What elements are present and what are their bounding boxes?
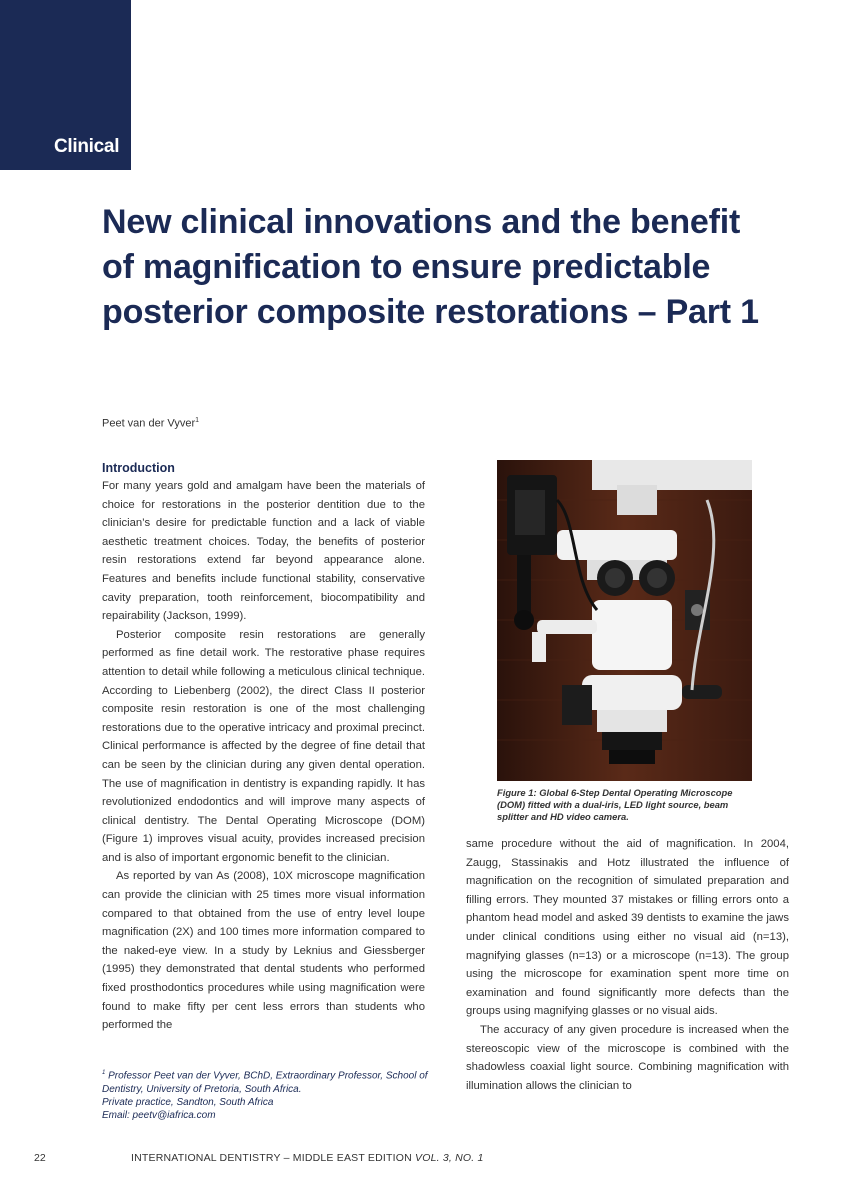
right-column [466,835,789,1095]
figure-caption: Figure 1: Global 6-Step Dental Operating Microscope (DOM) fitted with a dual-iris, LED light source, beam splitter and HD video camera. [497,787,733,823]
intro-heading: Introduction [102,461,175,475]
section-tab [0,0,131,170]
author-footnote [102,1067,432,1122]
microscope-illustration [497,460,752,781]
footnote-affiliation: Professor Peet van der Vyver, BChD, Extraordinary Professor, School of Dentistry, University of Pretoria, South Africa. [102,1070,428,1095]
author-line [102,417,199,430]
paragraph: Posterior composite resin restorations are generally performed as fine detail work. The restorative phase requires attention to detail while following a meticulous clinical technique. According to Liebenberg (2002), the direct Class II posterior composite resin restoration is one of the most challenging restorations due to the operative intricacy and proximal precinct. Clinical performance is affected by the degree of fine detail that can be seen by the clinician during any given dental operation. The use of magnification in dentistry is expanding rapidly. It has revolutionized endodontics and will improve many aspects of clinical dentistry. The Dental Operating Microscope (DOM) (Figure 1) improves visual acuity, provides increased precision and is also of important ergonomic benefit to the clinician. [102,628,425,864]
footnote-marker: 1 [102,1070,106,1076]
article-title: New clinical innovations and the benefit of magnification to ensure predictable posterior composite restorations – Part 1 [102,203,759,331]
journal-footer [131,1152,484,1164]
paragraph: The accuracy of any given procedure is increased when the stereoscopic view of the microscope is combined with the shadowless coaxial light source. Combining magnification with illumination allows the clinician to [466,1023,789,1092]
paragraph: For many years gold and amalgam have been the materials of choice for restorations in the posterior dentition due to the clinician’s desire for predictable function and a lack of viable aesthetic treatment choices. Today, the benefits of posterior resin restorations extend far beyond appearance alone. Features and benefits include functional stability, conservative cavity preparation, tooth reinforcement, biocompatibility and repairability (Jackson, 1999). [102,480,425,623]
left-column [102,459,425,1035]
journal-volume: VOL. 3, NO. 1 [415,1152,484,1164]
paragraph: As reported by van As (2008), 10X microscope magnification can provide the clinician with 25 times more visual information compared to that obtained from the use of entry level loupe magnification (2X) and 100 times more information compared to the naked-eye view. In a study by Leknius and Giessberger (1995) they demonstrated that dental students who performed fixed prosthodontics procedures while using magnification were found to make fifty per cent less errors than students who performed the [102,870,425,1032]
page-number: 22 [34,1152,46,1164]
author-name: Peet van der Vyver [102,417,196,430]
section-label: Clinical [54,136,120,157]
figure-microscope-photo [497,460,752,781]
footnote-practice: Private practice, Sandton, South Africa [102,1096,274,1108]
footnote-email: Email: peetv@iafrica.com [102,1109,216,1121]
paragraph: same procedure without the aid of magnification. In 2004, Zaugg, Stassinakis and Hotz illustrated the influence of magnification on the recognition of simulated preparation and filling errors. They mounted 37 mistakes or filling errors onto a phantom head model and asked 39 dentists to examine the jaws under clinical conditions using either no visual aid (n=13), magnifying glasses (n=13) or a microscope (n=13). The group using the microscope for examination spent more time on examination and found significantly more defects than the groups using magnifying glasses or no visual aids. [466,838,789,1018]
journal-name: INTERNATIONAL DENTISTRY – MIDDLE EAST EDITION [131,1152,412,1164]
author-affil-marker: 1 [195,417,200,424]
